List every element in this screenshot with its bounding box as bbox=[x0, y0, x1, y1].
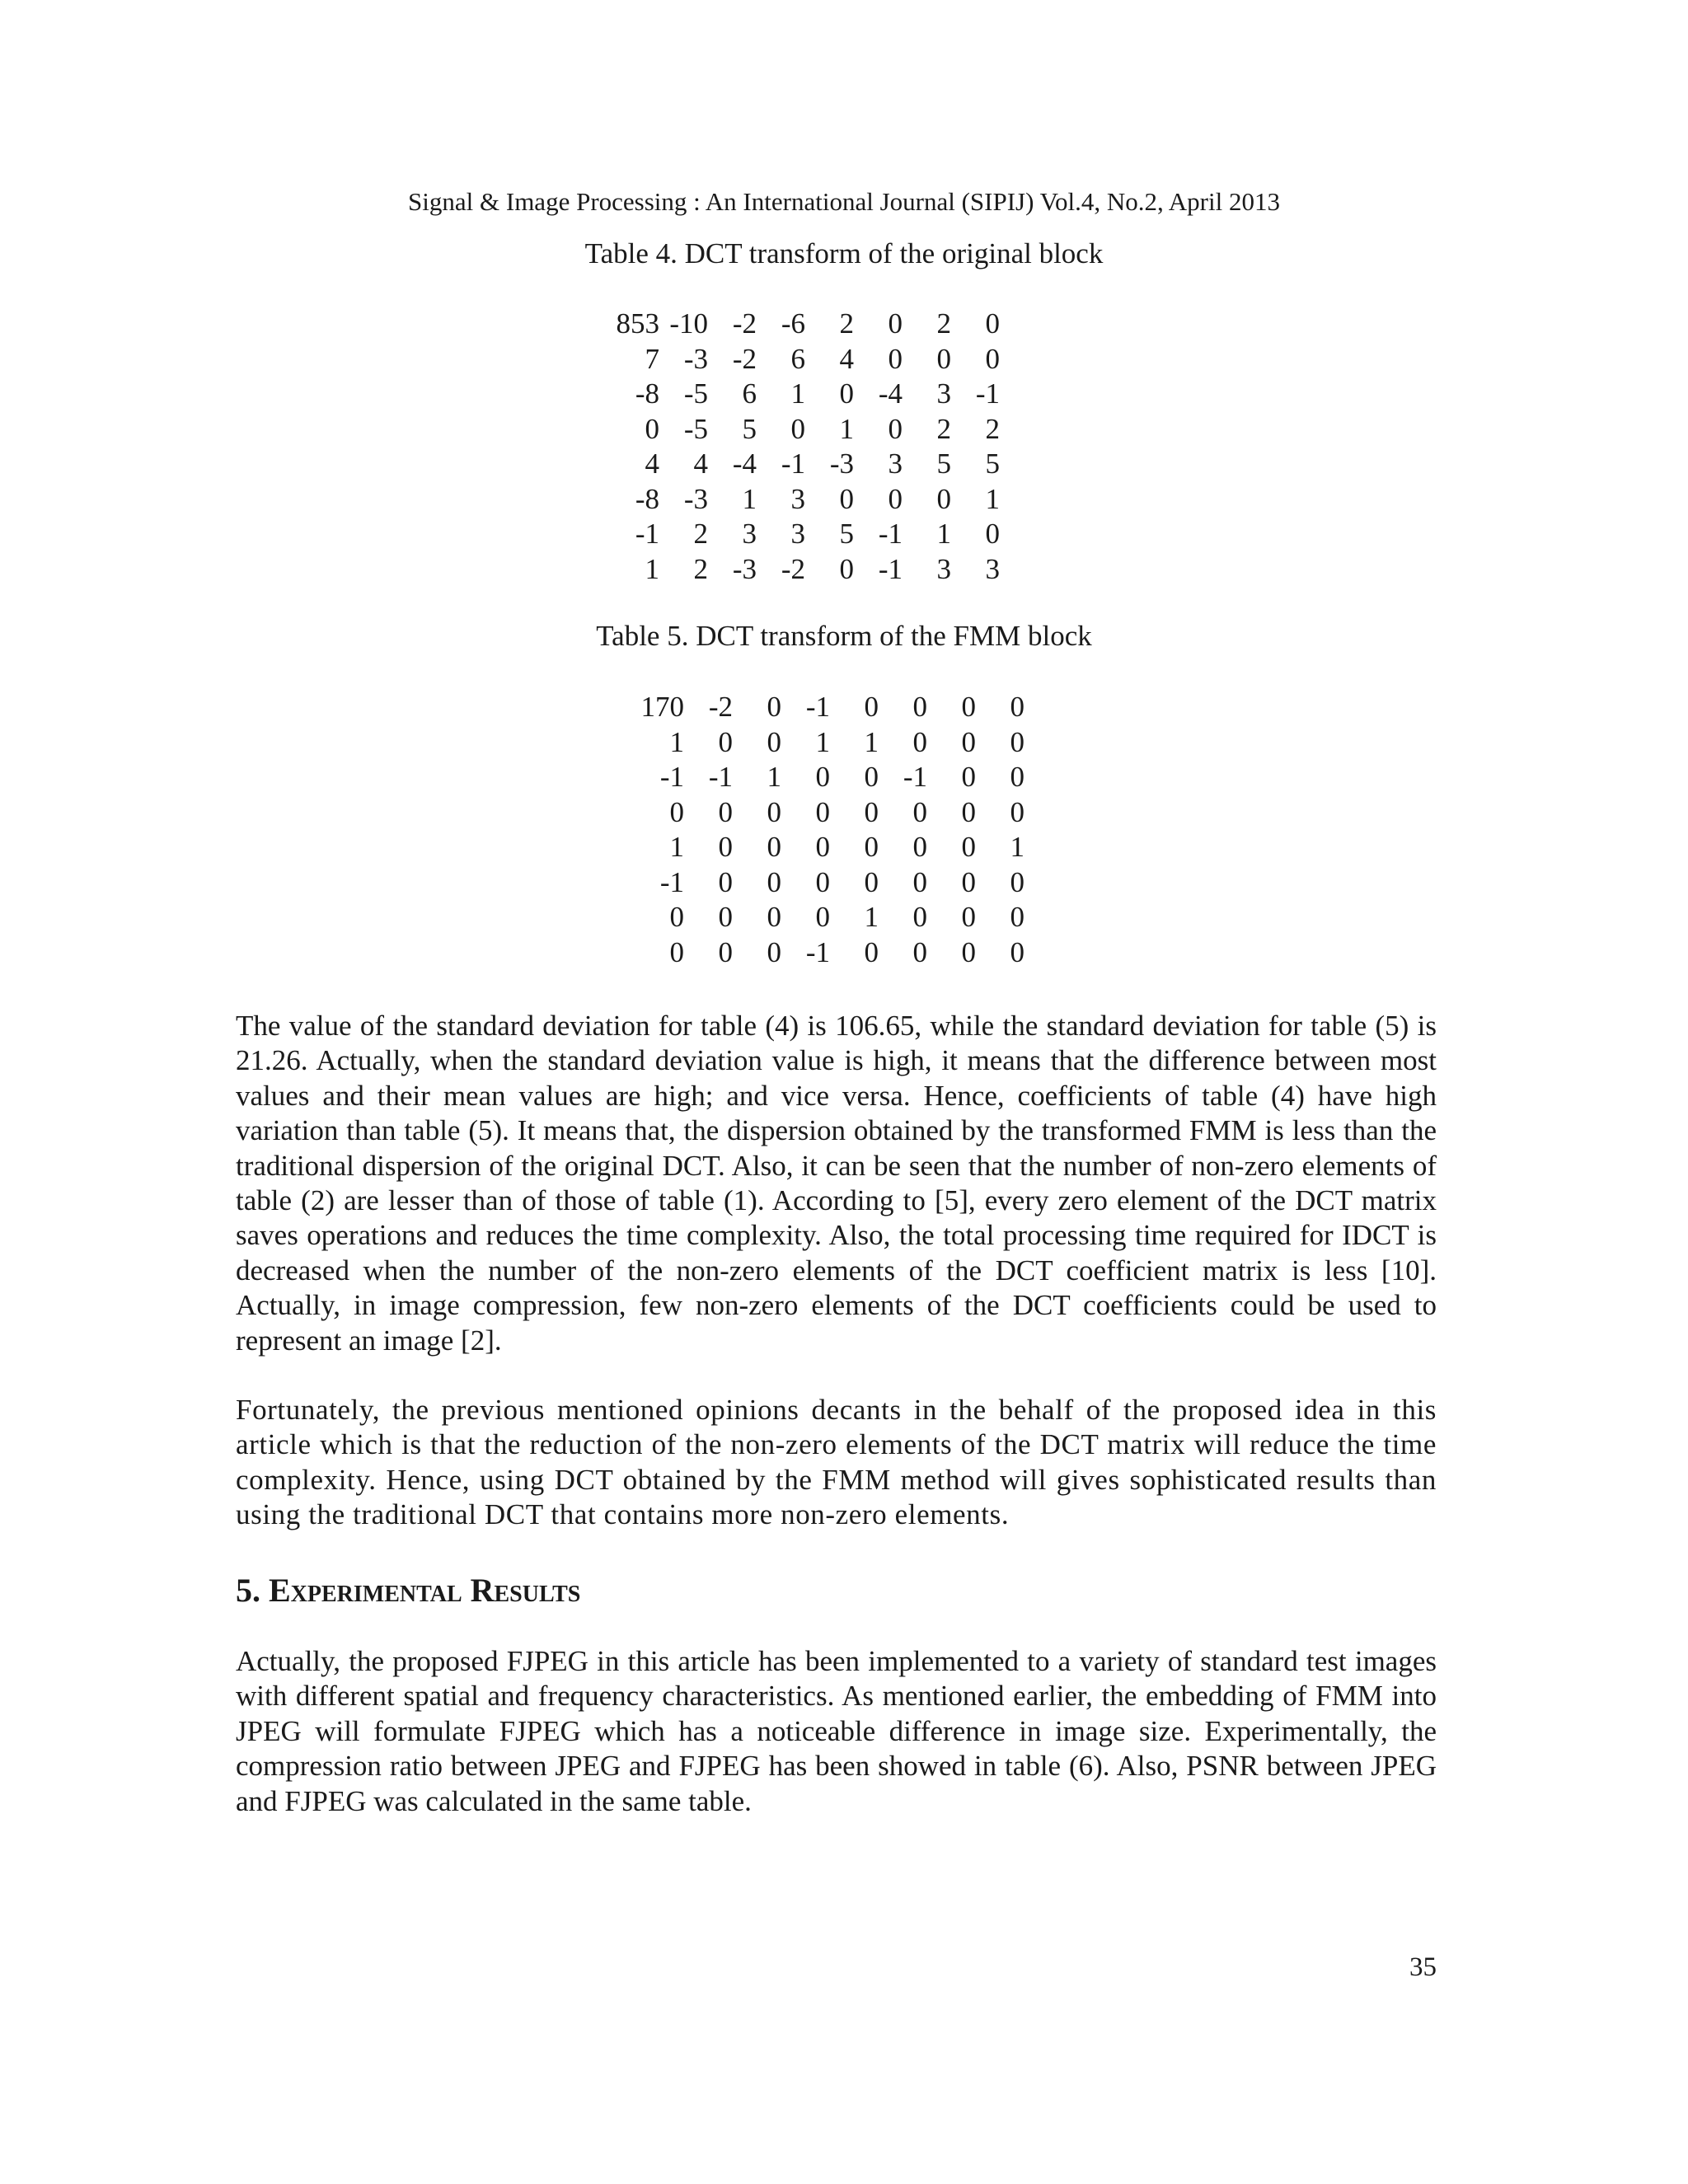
table4-cell: 2 bbox=[839, 307, 854, 340]
table5-cell: 0 bbox=[767, 935, 781, 968]
table5-cell: 0 bbox=[815, 901, 830, 933]
running-header: Signal & Image Processing : An International Journal (SIPIJ) Vol.4, No.2, April 2013 bbox=[408, 187, 1280, 216]
table4-cell: -6 bbox=[781, 307, 805, 340]
table5-cell: 0 bbox=[912, 865, 927, 898]
table4-cell: 0 bbox=[888, 482, 903, 515]
table5-cell: 0 bbox=[767, 865, 781, 898]
table4-cell: -4 bbox=[732, 448, 757, 480]
table4-cell: 1 bbox=[985, 482, 1000, 515]
table5-cell: 0 bbox=[912, 691, 927, 723]
table5-cell: 0 bbox=[1010, 935, 1025, 968]
body-paragraph-2: Fortunately, the previous mentioned opinions decants in the behalf of the proposed idea in this article which is that the reduction of the non-zero elements of the DCT matrix will reduce the time complexity. Hence, using DCT obtained by the FMM method will gives sophisticated results than using the traditional DCT that contains more non-zero elements. bbox=[236, 1394, 1437, 1531]
table5-cell: 0 bbox=[912, 901, 927, 933]
table5-cell: 0 bbox=[815, 795, 830, 828]
table5-cell: 1 bbox=[864, 901, 879, 933]
table4-cell: 2 bbox=[936, 307, 951, 340]
table5-row bbox=[626, 725, 1025, 761]
table5-cell: 0 bbox=[912, 831, 927, 863]
table4-cell: -1 bbox=[781, 448, 805, 480]
table5-cell: 0 bbox=[718, 901, 733, 933]
table4-row bbox=[602, 377, 1000, 412]
table4-cell: -8 bbox=[635, 377, 659, 410]
table5-cell: 170 bbox=[640, 691, 684, 723]
table5-cell: 0 bbox=[961, 865, 976, 898]
table5-cell: 1 bbox=[669, 725, 684, 758]
table5-cell: 0 bbox=[961, 725, 976, 758]
table4-cell: -5 bbox=[683, 412, 708, 445]
table5-cell: 0 bbox=[767, 691, 781, 723]
table5-cell: 0 bbox=[961, 831, 976, 863]
table4-cell: -4 bbox=[878, 377, 903, 410]
table4-cell: 4 bbox=[693, 448, 708, 480]
table4-row bbox=[602, 517, 1000, 552]
table4-cell: 4 bbox=[839, 342, 854, 375]
table4-cell: -2 bbox=[781, 552, 805, 585]
table4-cell: 0 bbox=[839, 552, 854, 585]
table5-cell: 0 bbox=[864, 831, 879, 863]
table4-cell: 5 bbox=[936, 448, 951, 480]
table5-cell: 0 bbox=[1010, 691, 1025, 723]
table4-cell: 5 bbox=[839, 518, 854, 550]
table5-cell: -1 bbox=[805, 935, 830, 968]
table4-row bbox=[602, 482, 1000, 518]
table4-cell: 0 bbox=[985, 518, 1000, 550]
table4-cell: 0 bbox=[645, 412, 659, 445]
table4-cell: -3 bbox=[683, 342, 708, 375]
table5-cell: 0 bbox=[815, 761, 830, 793]
table4-cell: -1 bbox=[878, 552, 903, 585]
table5-cell: 0 bbox=[912, 725, 927, 758]
table5-row bbox=[626, 690, 1025, 725]
table5-cell: 0 bbox=[864, 935, 879, 968]
table4-cell: -8 bbox=[635, 482, 659, 515]
table5-cell: -2 bbox=[708, 691, 733, 723]
table5-cell: 0 bbox=[669, 901, 684, 933]
table5-cell: -1 bbox=[659, 761, 684, 793]
body-paragraph-1: The value of the standard deviation for table (4) is 106.65, while the standard deviation for table (5) is 21.26. Actually, when the standard deviation value is high, it means that the difference between most values and their mean values are high; and vice versa. Hence, coefficients of table (4) have high variation than table (5). It means that, the dispersion obtained by the transformed FMM is less than the traditional dispersion of the original DCT. Also, it can be seen that the number of non-zero elements of table (2) are lesser than of those of table (1). According to [5], every zero element of the DCT matrix saves operations and reduces the time complexity. Also, the total processing time required for IDCT is decreased when the number of the non-zero elements of the DCT coefficient matrix is less [10]. Actually, in image compression, few non-zero elements of the DCT coefficients could be used to represent an image [2]. bbox=[236, 1010, 1437, 1357]
table4-cell: 2 bbox=[693, 552, 708, 585]
table4-cell: 3 bbox=[985, 552, 1000, 585]
table5-cell: -1 bbox=[708, 761, 733, 793]
table4-matrix bbox=[602, 307, 1000, 587]
table5-cell: 1 bbox=[815, 725, 830, 758]
table4-cell: 7 bbox=[645, 342, 659, 375]
table4-cell: 1 bbox=[742, 482, 757, 515]
table5-cell: 0 bbox=[669, 795, 684, 828]
table5-caption: Table 5. DCT transform of the FMM block bbox=[596, 620, 1092, 652]
table5-row bbox=[626, 760, 1025, 795]
table5-cell: 0 bbox=[669, 935, 684, 968]
table4-cell: 5 bbox=[742, 412, 757, 445]
table5-cell: 0 bbox=[815, 865, 830, 898]
table5-cell: 0 bbox=[864, 761, 879, 793]
table4-cell: 0 bbox=[985, 307, 1000, 340]
table5-cell: 0 bbox=[718, 831, 733, 863]
table4-cell: 3 bbox=[936, 377, 951, 410]
table4-cell: -1 bbox=[878, 518, 903, 550]
table4-cell: 2 bbox=[985, 412, 1000, 445]
table4-cell: 4 bbox=[645, 448, 659, 480]
table4-cell: 0 bbox=[985, 342, 1000, 375]
table4-cell: 1 bbox=[936, 518, 951, 550]
table5-cell: 0 bbox=[767, 901, 781, 933]
table4-cell: 3 bbox=[790, 518, 805, 550]
table4-cell: 0 bbox=[888, 342, 903, 375]
table4-cell: 2 bbox=[936, 412, 951, 445]
table5-row bbox=[626, 935, 1025, 971]
table5-cell: 1 bbox=[864, 725, 879, 758]
table4-cell: 6 bbox=[742, 377, 757, 410]
table4-cell: -3 bbox=[683, 482, 708, 515]
table5-cell: 0 bbox=[864, 865, 879, 898]
table5-row bbox=[626, 830, 1025, 865]
table4-cell: -3 bbox=[732, 552, 757, 585]
table5-cell: 0 bbox=[912, 795, 927, 828]
table4-cell: 6 bbox=[790, 342, 805, 375]
table4-row bbox=[602, 412, 1000, 448]
table4-cell: 1 bbox=[645, 552, 659, 585]
table5-matrix bbox=[626, 690, 1025, 970]
table5-cell: 0 bbox=[718, 795, 733, 828]
table4-caption: Table 4. DCT transform of the original block bbox=[584, 237, 1104, 269]
table4-row bbox=[602, 342, 1000, 377]
page-number: 35 bbox=[1409, 1952, 1437, 1982]
table4-cell: 0 bbox=[936, 482, 951, 515]
table5-cell: -1 bbox=[903, 761, 927, 793]
table5-cell: 0 bbox=[1010, 865, 1025, 898]
table4-cell: 3 bbox=[790, 482, 805, 515]
table5-cell: 0 bbox=[1010, 761, 1025, 793]
table5-cell: 0 bbox=[1010, 725, 1025, 758]
body-paragraph-3: Actually, the proposed FJPEG in this article has been implemented to a variety of standard test images with different spatial and frequency characteristics. As mentioned earlier, the embedding of FMM into JPEG will formulate FJPEG which has a noticeable difference in image size. Experimentally, the compression ratio between JPEG and FJPEG has been showed in table (6). Also, PSNR between JPEG and FJPEG was calculated in the same table. bbox=[236, 1645, 1437, 1817]
table5-cell: 0 bbox=[718, 725, 733, 758]
section-heading: 5. Experimental Results bbox=[236, 1572, 581, 1609]
table4-row bbox=[602, 307, 1000, 342]
table4-cell: -5 bbox=[683, 377, 708, 410]
table5-cell: 0 bbox=[961, 901, 976, 933]
table5-cell: -1 bbox=[659, 865, 684, 898]
table5-cell: 0 bbox=[815, 831, 830, 863]
table5-cell: 0 bbox=[912, 935, 927, 968]
table4-cell: 1 bbox=[839, 412, 854, 445]
table4-cell: 3 bbox=[888, 448, 903, 480]
table4-cell: 0 bbox=[790, 412, 805, 445]
table4-cell: 3 bbox=[936, 552, 951, 585]
table5-cell: 0 bbox=[1010, 901, 1025, 933]
table4-cell: -2 bbox=[732, 307, 757, 340]
table5-cell: 0 bbox=[864, 691, 879, 723]
table5-cell: 1 bbox=[1010, 831, 1025, 863]
table4-cell: 0 bbox=[839, 377, 854, 410]
table4-cell: 3 bbox=[742, 518, 757, 550]
table5-row bbox=[626, 865, 1025, 901]
table4-cell: -1 bbox=[635, 518, 659, 550]
table5-row bbox=[626, 900, 1025, 935]
table5-row bbox=[626, 795, 1025, 831]
table4-cell: 853 bbox=[616, 307, 659, 340]
table4-cell: -3 bbox=[829, 448, 854, 480]
table5-cell: 0 bbox=[767, 725, 781, 758]
table4-row bbox=[602, 447, 1000, 482]
table4-cell: -2 bbox=[732, 342, 757, 375]
table5-cell: 0 bbox=[1010, 795, 1025, 828]
table5-cell: 0 bbox=[961, 761, 976, 793]
table5-cell: 0 bbox=[864, 795, 879, 828]
table5-cell: 0 bbox=[718, 935, 733, 968]
table4-cell: -1 bbox=[975, 377, 1000, 410]
table4-cell: 1 bbox=[790, 377, 805, 410]
table4-cell: 2 bbox=[693, 518, 708, 550]
table5-cell: 1 bbox=[767, 761, 781, 793]
table4-cell: 5 bbox=[985, 448, 1000, 480]
table4-cell: -10 bbox=[669, 307, 708, 340]
table5-cell: 0 bbox=[961, 795, 976, 828]
table5-cell: 0 bbox=[767, 831, 781, 863]
table5-cell: 1 bbox=[669, 831, 684, 863]
table4-cell: 0 bbox=[936, 342, 951, 375]
table5-cell: 0 bbox=[961, 691, 976, 723]
table4-cell: 0 bbox=[888, 412, 903, 445]
table5-cell: -1 bbox=[805, 691, 830, 723]
table4-cell: 0 bbox=[888, 307, 903, 340]
table4-row bbox=[602, 552, 1000, 588]
table4-cell: 0 bbox=[839, 482, 854, 515]
table5-cell: 0 bbox=[767, 795, 781, 828]
table5-cell: 0 bbox=[961, 935, 976, 968]
table5-cell: 0 bbox=[718, 865, 733, 898]
